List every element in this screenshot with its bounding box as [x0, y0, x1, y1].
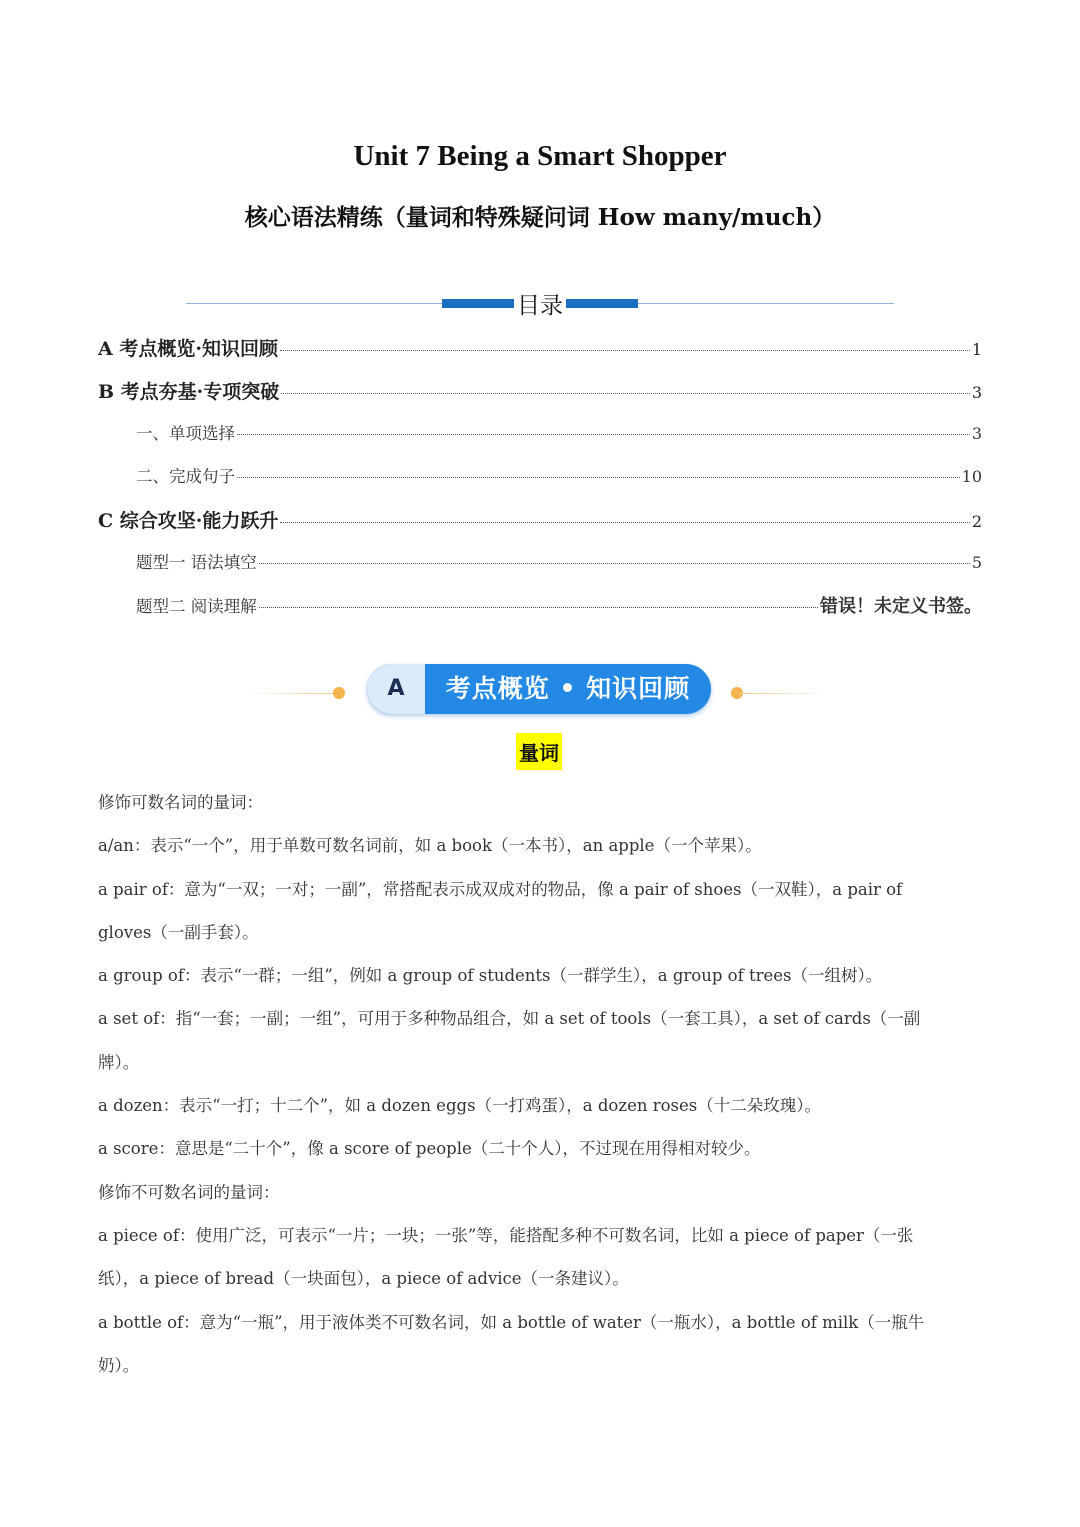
document-subtitle: 核心语法精练（量词和特殊疑问词 How many/much）: [244, 204, 836, 231]
toc-leader-dots: [259, 563, 970, 564]
body-line: a/an：表示“一个”，用于单数可数名词前，如 a book（一本书），an apple（一个苹果）。: [98, 836, 762, 856]
toc-entry-page: 3: [971, 424, 982, 443]
toc-entry[interactable]: [98, 377, 982, 420]
toc-entry-page: 2: [971, 512, 982, 531]
banner-dot-icon: [333, 687, 345, 699]
toc-entry-label: C 综合攻坚·能力跃升: [98, 510, 279, 532]
toc-entry-label: 题型一 语法填空: [136, 553, 257, 572]
toc-entry[interactable]: [98, 420, 982, 463]
body-line: 修饰不可数名词的量词：: [98, 1182, 280, 1202]
body-text: [98, 781, 982, 1387]
toc-leader-dots: [280, 350, 970, 351]
highlighted-heading: 量词: [516, 733, 562, 770]
toc-entry-label: 一、单项选择: [136, 424, 235, 443]
body-line: 牌）。: [98, 1052, 140, 1072]
toc-leader-dots: [259, 607, 818, 608]
toc-entry-page: 10: [961, 467, 982, 486]
toc-entry[interactable]: [98, 334, 982, 377]
divider-bar: [442, 299, 514, 308]
body-line: a dozen：表示“一打；十二个”，如 a dozen eggs（一打鸡蛋），a dozen roses（十二朵玫瑰）。: [98, 1096, 821, 1116]
divider-line: [186, 303, 442, 304]
banner-line: [245, 693, 339, 694]
body-line: 奶）。: [98, 1355, 140, 1375]
section-letter: A: [367, 664, 425, 714]
toc-entry-page-error: 错误！未定义书签。: [820, 596, 982, 617]
toc-leader-dots: [237, 477, 960, 478]
toc-heading-banner: [186, 283, 894, 323]
body-line: gloves（一副手套）。: [98, 922, 259, 942]
body-line: a piece of：使用广泛，可表示“一片；一块；一张”等，能搭配多种不可数名词，比如 a piece of paper（一张: [98, 1225, 914, 1245]
toc-entry[interactable]: [98, 506, 982, 549]
section-pill: [367, 664, 711, 714]
divider-line: [638, 303, 894, 304]
body-line: a group of：表示“一群；一组”，例如 a group of students（一群学生），a group of trees（一组树）。: [98, 966, 883, 986]
toc-entry-label: B 考点夯基·专项突破: [98, 381, 280, 403]
toc-leader-dots: [237, 434, 970, 435]
body-line: a score：意思是“二十个”，像 a score of people（二十个人），不过现在用得相对较少。: [98, 1139, 761, 1159]
body-line: a set of：指“一套；一副；一组”，可用于多种物品组合，如 a set of tools（一套工具），a set of cards（一副: [98, 1009, 921, 1029]
toc-entry[interactable]: [98, 549, 982, 592]
toc-leader-dots: [280, 522, 969, 523]
toc-entry[interactable]: [98, 592, 982, 635]
toc-leader-dots: [281, 393, 970, 394]
toc-heading: 目录: [517, 293, 563, 319]
toc-entry-label: 题型二 阅读理解: [136, 597, 257, 616]
table-of-contents: [98, 334, 982, 635]
toc-entry-label: A 考点概览·知识回顾: [98, 338, 278, 360]
toc-entry-label: 二、完成句子: [136, 467, 235, 486]
toc-entry-page: 3: [971, 383, 982, 402]
document-title: Unit 7 Being a Smart Shopper: [353, 140, 727, 172]
body-line: a pair of：意为“一双；一对；一副”，常搭配表示成双成对的物品，像 a pair of shoes（一双鞋），a pair of: [98, 879, 903, 899]
toc-entry-page: 5: [971, 553, 982, 572]
body-line: 修饰可数名词的量词：: [98, 793, 263, 812]
section-title: 考点概览 • 知识回顾: [445, 674, 691, 703]
toc-entry[interactable]: [98, 463, 982, 506]
body-line: 纸），a piece of bread（一块面包），a piece of advice（一条建议）。: [98, 1269, 629, 1289]
banner-line: [737, 693, 831, 694]
toc-entry-page: 1: [971, 340, 982, 359]
section-banner: [245, 662, 835, 718]
divider-bar: [566, 299, 638, 308]
body-line: a bottle of：意为“一瓶”，用于液体类不可数名词，如 a bottle of water（一瓶水），a bottle of milk（一瓶牛: [98, 1312, 925, 1332]
